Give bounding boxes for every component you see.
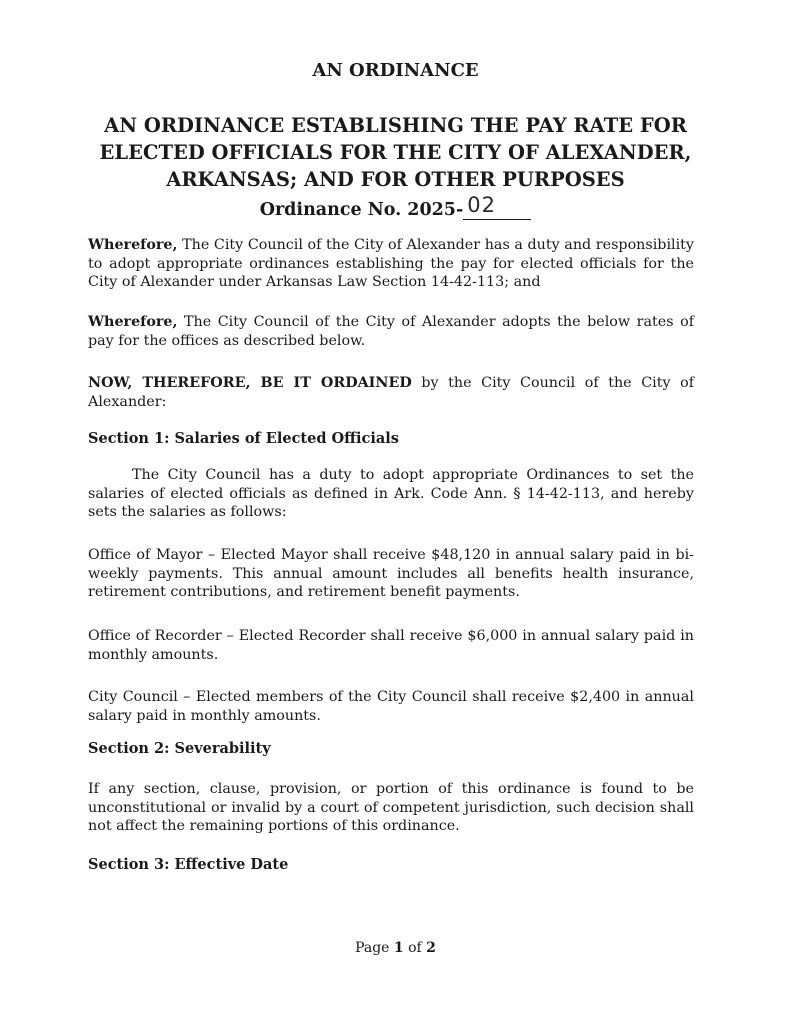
title-line: AN ORDINANCE ESTABLISHING THE PAY RATE FOR xyxy=(104,114,687,137)
ordinance-number-blank xyxy=(463,193,531,220)
title-line: ELECTED OFFICIALS FOR THE CITY OF ALEXANDER, xyxy=(99,141,692,164)
ordinance-number-label: Ordinance No. 2025- xyxy=(259,200,464,220)
council-salary: City Council – Elected members of the City Council shall receive $2,400 in annual salary paid in monthly amounts. xyxy=(88,689,694,724)
section-heading: Section 3: Effective Date xyxy=(88,856,289,873)
severability-text: If any section, clause, provision, or portion of this ordinance is found to be unconstitutional or invalid by a court of competent jurisdiction, such decision shall not affect the remaining portions of this ordinance. xyxy=(88,781,694,834)
recital-text: The City Council of the City of Alexander has a duty and responsibility to adopt appropriate ordinances establishing the pay for elected officials for the City of Alexander under Arkansas Law Section 14-42-113; and xyxy=(88,237,694,290)
ordinance-title xyxy=(0,112,791,193)
page-footer xyxy=(0,940,791,956)
document-heading: AN ORDINANCE xyxy=(312,60,479,81)
recital-paragraph xyxy=(88,313,694,350)
handwritten-number: 02 xyxy=(467,193,496,217)
section-heading: Section 1: Salaries of Elected Officials xyxy=(88,430,399,447)
recital-lead: Wherefore, xyxy=(88,314,178,330)
ordinance-number xyxy=(0,193,791,220)
page-number: 1 xyxy=(393,940,404,956)
section1-intro: The City Council has a duty to adopt appropriate Ordinances to set the salaries of elected officials as defined in Ark. Code Ann. § 14-42-113, and hereby sets the salaries as follows: xyxy=(88,467,694,520)
mayor-salary: Office of Mayor – Elected Mayor shall receive $48,120 in annual salary paid in bi-weekly payments. This annual amount includes all benefits health insurance, retirement contributions, and retirement benefit payments. xyxy=(88,547,694,600)
ordained-text: by the City Council of the City of Alexander: xyxy=(88,375,695,410)
title-line: ARKANSAS; AND FOR OTHER PURPOSES xyxy=(166,168,625,191)
page-total: 2 xyxy=(426,940,436,956)
footer-mid: of xyxy=(403,940,427,956)
section-heading: Section 2: Severability xyxy=(88,740,271,757)
recorder-salary: Office of Recorder – Elected Recorder shall receive $6,000 in annual salary paid in monthly amounts. xyxy=(88,628,694,663)
recital-paragraph xyxy=(88,236,694,292)
ordained-lead: NOW, THEREFORE, BE IT ORDAINED xyxy=(88,375,412,391)
footer-prefix: Page xyxy=(355,940,394,956)
recital-lead: Wherefore, xyxy=(88,237,178,253)
recital-text: The City Council of the City of Alexander adopts the below rates of pay for the offices as described below. xyxy=(88,314,694,349)
ordained-clause xyxy=(88,374,694,411)
